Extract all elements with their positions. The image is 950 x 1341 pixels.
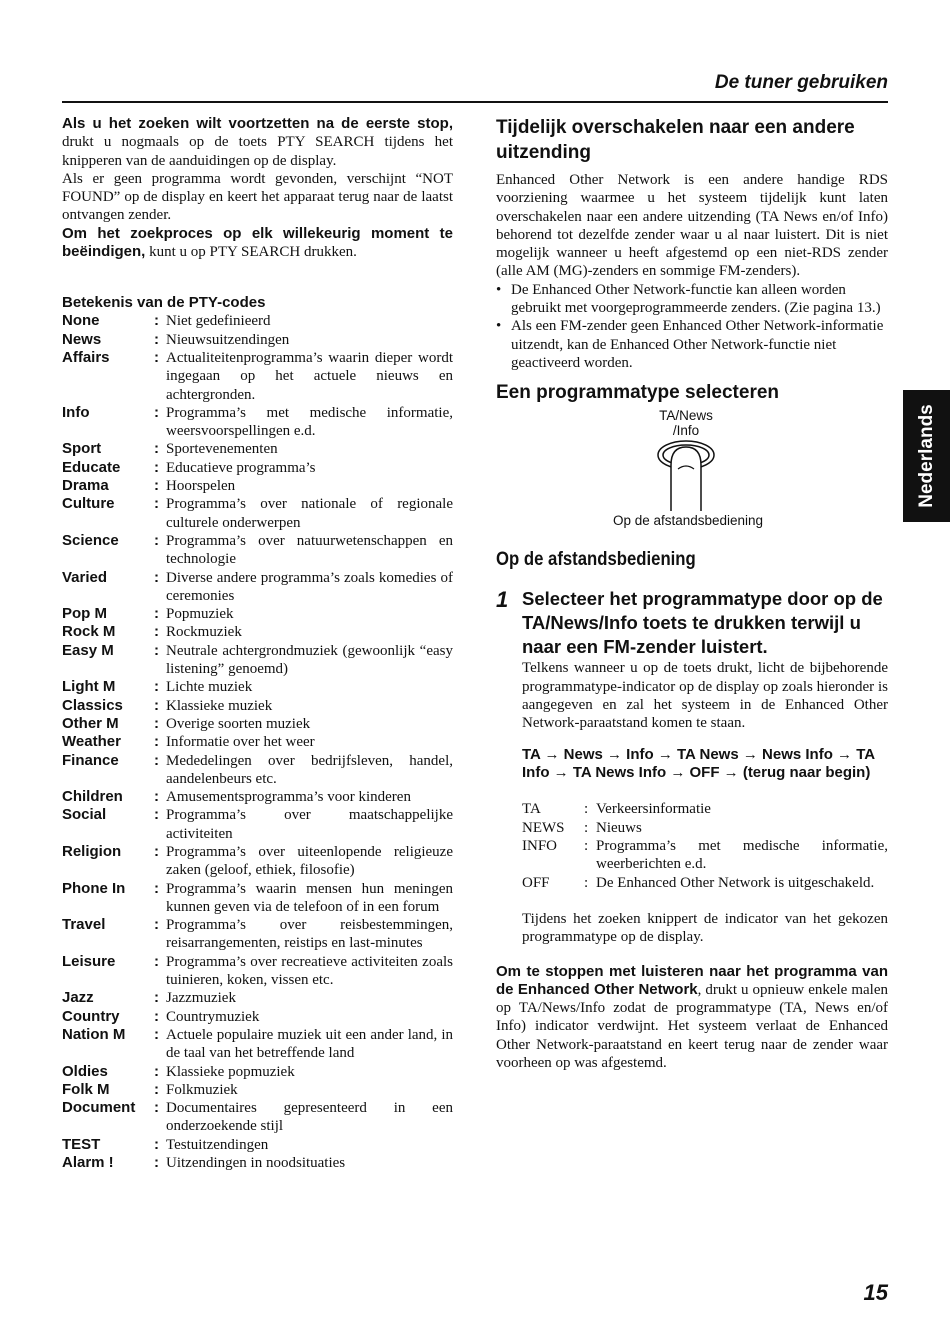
- indicator-description: Nieuws: [596, 819, 642, 836]
- pty-code: Affairs: [62, 348, 110, 366]
- pty-colon: :: [154, 952, 159, 970]
- pty-description: Sportevenementen: [166, 441, 278, 458]
- bullet-text: De Enhanced Other Network-functie kan alleen worden gebruikt met voorgeprogrammeerde zenders. (Zie pagina 13.): [511, 281, 881, 317]
- pty-colon: :: [154, 916, 159, 934]
- pty-row: [62, 880, 453, 917]
- right-column: [496, 115, 888, 1072]
- button-label-line1: TA/News: [659, 408, 713, 424]
- pty-description: Diverse andere programma’s zoals komedies of ceremonies: [166, 569, 453, 604]
- pty-code: TEST: [62, 1135, 101, 1153]
- pty-description: Hoorspelen: [166, 478, 236, 495]
- finger-press-icon: [651, 439, 721, 511]
- pty-heading: Betekenis van de PTY-codes: [62, 294, 266, 312]
- pty-colon: :: [154, 641, 159, 659]
- pty-code: Children: [62, 788, 123, 806]
- pty-row: [62, 916, 453, 953]
- pty-description: Folkmuziek: [166, 1081, 238, 1098]
- pty-row: [62, 605, 453, 623]
- stop-eon-text: , drukt u opnieuw enkele malen op TA/News/Info zodat de programmatype (TA, News en/of Info) indicator verdwijnt. Het systeem verlaat de Enhanced Other Network-paraatstand en keert terug naar de zender waar voorheen op was afgestemd.: [496, 981, 888, 1072]
- pty-colon: :: [154, 806, 159, 824]
- indicator-code: TA: [522, 801, 541, 818]
- pty-description: Programma’s over reisbestemmingen, reisarrangementen, reistips en last-minutes: [166, 917, 453, 952]
- pty-description: Actualiteitenprogramma’s waarin dieper wordt ingegaan op het actuele nieuws en achtergronden.: [166, 349, 453, 403]
- pty-colon: :: [154, 531, 159, 549]
- pty-row: [62, 752, 453, 789]
- stop-search-text: kunt u op PTY SEARCH drukken.: [145, 244, 357, 261]
- pty-code: Country: [62, 1007, 120, 1025]
- indicator-description: De Enhanced Other Network is uitgeschakeld.: [596, 874, 875, 891]
- pty-colon: :: [154, 440, 159, 458]
- pty-code: Leisure: [62, 952, 116, 970]
- bullet-text: Als een FM-zender geen Enhanced Other Network-informatie uitzendt, kan de Enhanced Other Network-functie niet geactiveerd worden.: [511, 318, 884, 371]
- stop-eon-bold: Om te stoppen met luisteren naar het programma van de Enhanced Other Network: [496, 962, 888, 998]
- pty-colon: :: [154, 989, 159, 1007]
- indicator-colon: :: [584, 801, 589, 818]
- pty-colon: :: [154, 477, 159, 495]
- pty-description: Documentaires gepresenteerd in een onderzoekende stijl: [166, 1100, 453, 1135]
- pty-colon: :: [154, 458, 159, 476]
- step-number: 1: [496, 587, 509, 613]
- pty-row: [62, 495, 453, 532]
- pty-row: [62, 1136, 453, 1154]
- pty-code: Science: [62, 531, 119, 549]
- pty-description: Mededelingen over bedrijfsleven, handel, aandelenbeurs etc.: [166, 752, 453, 787]
- pty-code: Nation M: [62, 1025, 126, 1043]
- pty-description: Lichte muziek: [166, 679, 253, 696]
- pty-colon: :: [154, 312, 159, 330]
- pty-description: Popmuziek: [166, 606, 234, 623]
- section-eon-text: Enhanced Other Network is een andere handige RDS voorziening waarmee u het systeem tijdelijk kunt laten overschakelen naar een andere uitzending (TA News en/of Info) behorend tot dezelfde zender waar u al naar luistert. Dit is niet mogelijk wanneer u heeft afgestemd op een niet-RDS zender (alle AM (MG)-zenders en sommige FM-zenders).: [496, 172, 888, 280]
- pty-code: Oldies: [62, 1062, 108, 1080]
- pty-row: [62, 1154, 453, 1172]
- pty-colon: :: [154, 605, 159, 623]
- step-text: Telkens wanneer u op de toets drukt, licht de bijbehorende programmatype-indicator op de display op zoals hieronder is aangegeven en zal het systeem in de Enhanced Other Network-paraatstand komen te staan.: [522, 660, 888, 732]
- pty-row: [62, 532, 453, 569]
- header-rule: [62, 101, 888, 103]
- page-number: 15: [863, 1280, 888, 1305]
- blink-text: Tijdens het zoeken knippert de indicator van het gekozen programmatype op de display.: [522, 910, 888, 946]
- pty-colon: :: [154, 751, 159, 769]
- bullet-dot: •: [496, 318, 502, 335]
- pty-code: Religion: [62, 842, 122, 860]
- pty-code: Document: [62, 1099, 136, 1117]
- pty-code: Alarm !: [62, 1154, 114, 1172]
- indicator-code: INFO: [522, 838, 558, 855]
- section-eon-title: Tijdelijk overschakelen naar een andere uitzending: [496, 117, 855, 163]
- stop-search-bold: Om het zoekproces op elk willekeurig moment te beëindigen,: [62, 224, 453, 261]
- pty-row: [62, 733, 453, 751]
- bullet-item: [496, 317, 888, 372]
- pty-code: Travel: [62, 916, 106, 934]
- pty-description: Rockmuziek: [166, 624, 242, 641]
- pty-colon: :: [154, 1154, 159, 1172]
- pty-row: [62, 1081, 453, 1099]
- pty-description: Klassieke muziek: [166, 697, 273, 714]
- pty-code: None: [62, 312, 100, 330]
- pty-colon: :: [154, 788, 159, 806]
- indicator-list: [522, 800, 888, 891]
- pty-colon: :: [154, 696, 159, 714]
- pty-code: Varied: [62, 568, 108, 586]
- pty-colon: :: [154, 678, 159, 696]
- pty-colon: :: [154, 403, 159, 421]
- indicator-colon: :: [584, 838, 589, 855]
- pty-description: Actuele populaire muziek uit een ander land, in de taal van het betreffende land: [166, 1026, 453, 1062]
- pty-row: [62, 1063, 453, 1081]
- pty-row: [62, 806, 453, 843]
- language-tab: [903, 390, 950, 522]
- indicator-colon: :: [584, 874, 589, 891]
- pty-description: Programma’s over maatschappelijke activiteiten: [166, 807, 453, 842]
- pty-code: Weather: [62, 733, 121, 751]
- pty-colon: :: [154, 1025, 159, 1043]
- continue-bold: Als u het zoeken wilt voortzetten na de eerste stop,: [62, 115, 453, 132]
- pty-code: Other M: [62, 714, 119, 732]
- running-header: De tuner gebruiken: [714, 72, 888, 93]
- bullet-list: [496, 281, 888, 372]
- pty-code: Folk M: [62, 1080, 110, 1098]
- pty-code: Phone In: [62, 879, 126, 897]
- pty-colon: :: [154, 714, 159, 732]
- button-label-line2: /Info: [672, 422, 700, 438]
- pty-row: [62, 1099, 453, 1136]
- pty-row: [62, 1026, 453, 1063]
- pty-code: Light M: [62, 678, 116, 696]
- pty-description: Nieuwsuitzendingen: [166, 331, 290, 348]
- language-tab-label: Nederlands: [915, 404, 937, 508]
- button-label: [636, 409, 736, 438]
- pty-row: [62, 623, 453, 641]
- pty-row: [62, 459, 453, 477]
- not-found-paragraph: Als er geen programma wordt gevonden, verschijnt “NOT FOUND” op de display en keert het apparaat terug naar de laatst ontvangen zender.: [62, 170, 453, 224]
- pty-row: [62, 477, 453, 495]
- bullet-dot: •: [496, 281, 502, 298]
- pty-description: Programma’s over recreatieve activiteiten zoals tuinieren, koken, vissen etc.: [166, 953, 453, 989]
- pty-code: Culture: [62, 495, 115, 513]
- pty-code: Finance: [62, 751, 119, 769]
- pty-colon: :: [154, 495, 159, 513]
- pty-code: Rock M: [62, 623, 116, 641]
- indicator-row: [522, 800, 888, 818]
- pty-colon: :: [154, 348, 159, 366]
- pty-row: [62, 404, 453, 441]
- pty-colon: :: [154, 1135, 159, 1153]
- pty-description: Uitzendingen in noodsituaties: [166, 1155, 346, 1172]
- pty-row: [62, 843, 453, 880]
- pty-colon: :: [154, 1007, 159, 1025]
- figure-caption: Op de afstandsbediening: [612, 513, 764, 529]
- indicator-description: Programma’s met medische informatie, weerberichten e.d.: [596, 838, 888, 873]
- pty-row: [62, 953, 453, 990]
- pty-row: [62, 349, 453, 404]
- pty-colon: :: [154, 1062, 159, 1080]
- indicator-description: Verkeersinformatie: [596, 801, 711, 818]
- indicator-row: [522, 819, 888, 837]
- pty-row: [62, 678, 453, 696]
- pty-code: Jazz: [62, 989, 94, 1007]
- section-select-title: Een programmatype selecteren: [496, 382, 780, 404]
- pty-description: Programma’s met medische informatie, weersvoorspellingen e.d.: [166, 404, 453, 440]
- pty-row: [62, 788, 453, 806]
- indicator-code: NEWS: [522, 819, 565, 836]
- pty-description: Neutrale achtergrondmuziek (gewoonlijk “easy listening” genoemd): [166, 642, 453, 678]
- pty-code: Educate: [62, 458, 121, 476]
- pty-row: [62, 989, 453, 1007]
- pty-description: Countrymuziek: [166, 1008, 260, 1025]
- pty-code-list: [62, 312, 453, 1172]
- pty-code: Classics: [62, 696, 123, 714]
- section-remote-title: Op de afstandsbediening: [496, 549, 696, 571]
- indicator-row: [522, 874, 888, 892]
- pty-row: [62, 331, 453, 349]
- pty-row: [62, 715, 453, 733]
- pty-code: Info: [62, 403, 90, 421]
- pty-row: [62, 440, 453, 458]
- indicator-sequence: TA → News → Info → TA News → News Info → TA Info → TA News Info → OFF → (terug naar begin): [522, 746, 875, 782]
- pty-description: Educatieve programma’s: [166, 459, 316, 476]
- pty-colon: :: [154, 568, 159, 586]
- pty-colon: :: [154, 1099, 159, 1117]
- pty-code: Drama: [62, 477, 109, 495]
- continue-text: drukt u nogmaals op de toets PTY SEARCH tijdens het knipperen van de aanduidingen op de display.: [62, 134, 453, 169]
- pty-description: Amusementsprogramma’s voor kinderen: [166, 789, 411, 806]
- pty-code: Sport: [62, 440, 102, 458]
- pty-description: Jazzmuziek: [166, 990, 236, 1007]
- pty-description: Programma’s over uiteenlopende religieuze zaken (geloof, ethiek, filosofie): [166, 843, 453, 879]
- pty-colon: :: [154, 879, 159, 897]
- pty-colon: :: [154, 733, 159, 751]
- pty-row: [62, 1008, 453, 1026]
- indicator-code: OFF: [522, 874, 550, 891]
- bullet-item: [496, 281, 888, 318]
- step-title: Selecteer het programmatype door op de TA/News/Info toets te drukken terwijl u naar een FM-zender luistert.: [522, 588, 883, 658]
- indicator-colon: :: [584, 819, 589, 836]
- indicator-row: [522, 837, 888, 874]
- continue-paragraph: [62, 115, 453, 170]
- pty-row: [62, 697, 453, 715]
- pty-colon: :: [154, 1080, 159, 1098]
- pty-description: Overige soorten muziek: [166, 715, 311, 732]
- remote-figure: [496, 409, 888, 539]
- pty-code: Easy M: [62, 641, 114, 659]
- pty-description: Programma’s waarin mensen hun meningen kunnen geven via de telefoon of in een forum: [166, 880, 453, 915]
- pty-description: Programma’s over nationale of regionale culturele onderwerpen: [166, 496, 453, 531]
- pty-description: Programma’s over natuurwetenschappen en technologie: [166, 532, 453, 568]
- left-column: [62, 115, 453, 1172]
- pty-description: Testuitzendingen: [166, 1136, 269, 1153]
- pty-code: News: [62, 330, 102, 348]
- pty-row: [62, 642, 453, 679]
- pty-code: Social: [62, 806, 107, 824]
- pty-row: [62, 569, 453, 606]
- pty-description: Klassieke popmuziek: [166, 1063, 295, 1080]
- pty-code: Pop M: [62, 605, 107, 623]
- stop-eon-paragraph: [496, 963, 888, 1073]
- step-1: [496, 587, 888, 946]
- pty-colon: :: [154, 330, 159, 348]
- pty-row: [62, 312, 453, 330]
- pty-description: Informatie over het weer: [166, 734, 315, 751]
- pty-colon: :: [154, 842, 159, 860]
- stop-search-paragraph: [62, 225, 453, 262]
- pty-colon: :: [154, 623, 159, 641]
- pty-description: Niet gedefinieerd: [166, 313, 271, 330]
